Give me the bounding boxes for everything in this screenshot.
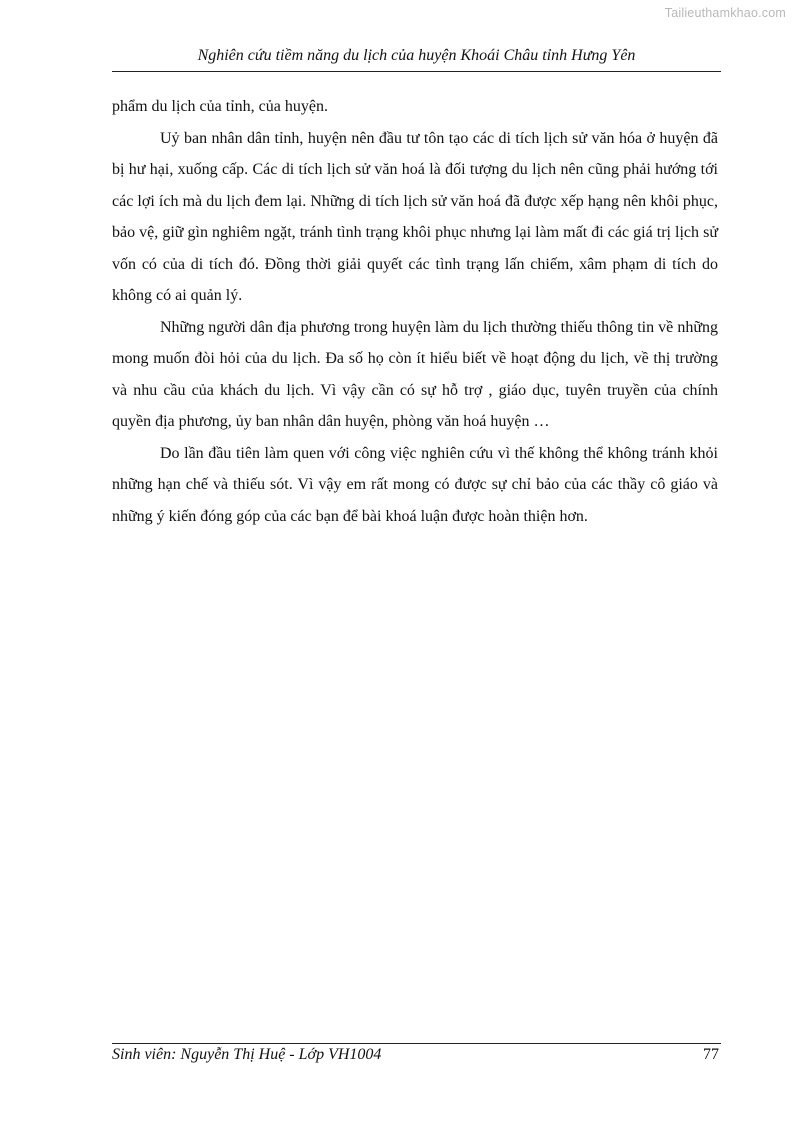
header-divider (112, 71, 721, 72)
watermark: Tailieuthamkhao.com (664, 6, 786, 20)
paragraph: Uỷ ban nhân dân tỉnh, huyện nên đầu tư tôn tạo các di tích lịch sử văn hóa ở huyện đã bị hư hại, xuống cấp. Các di tích lịch sử văn hoá là đối tượng du lịch nên cũng phải hướng tới các lợi ích mà du lịch đem lại. Những di tích lịch sử văn hoá đã được xếp hạng nên khôi phục, bảo vệ, giữ gìn nghiêm ngặt, tránh tình trạng khôi phục nhưng lại làm mất đi các giá trị lịch sử vốn có của di tích đó. Đồng thời giải quyết các tình trạng lấn chiếm, xâm phạm di tích do không có ai quản lý. (112, 129, 718, 304)
paragraph: Do lần đầu tiên làm quen với công việc nghiên cứu vì thế không thể không tránh khỏi những hạn chế và thiếu sót. Vì vậy em rất mong có được sự chỉ bảo của các thầy cô giáo và những ý kiến đóng góp của các bạn để bài khoá luận được hoàn thiện hơn. (112, 444, 718, 525)
footer-divider (112, 1043, 721, 1044)
paragraph: Những người dân địa phương trong huyện làm du lịch thường thiếu thông tin về những mong muốn đòi hỏi của du lịch. Đa số họ còn ít hiểu biết về hoạt động du lịch, về thị trường và nhu cầu của khách du lịch. Vì vậy cần có sự hỗ trợ , giáo dục, tuyên truyền của chính quyền địa phương, ủy ban nhân dân huyện, phòng văn hoá huyện … (112, 318, 718, 430)
paragraph-continuation: phẩm du lịch của tỉnh, của huyện. (112, 98, 328, 115)
document-body (112, 91, 718, 532)
footer-author: Sinh viên: Nguyễn Thị Huệ - Lớp VH1004 (112, 1046, 382, 1063)
page-number: 77 (703, 1046, 719, 1063)
running-header: Nghiên cứu tiềm năng du lịch của huyện Khoái Châu tỉnh Hưng Yên (197, 47, 636, 64)
